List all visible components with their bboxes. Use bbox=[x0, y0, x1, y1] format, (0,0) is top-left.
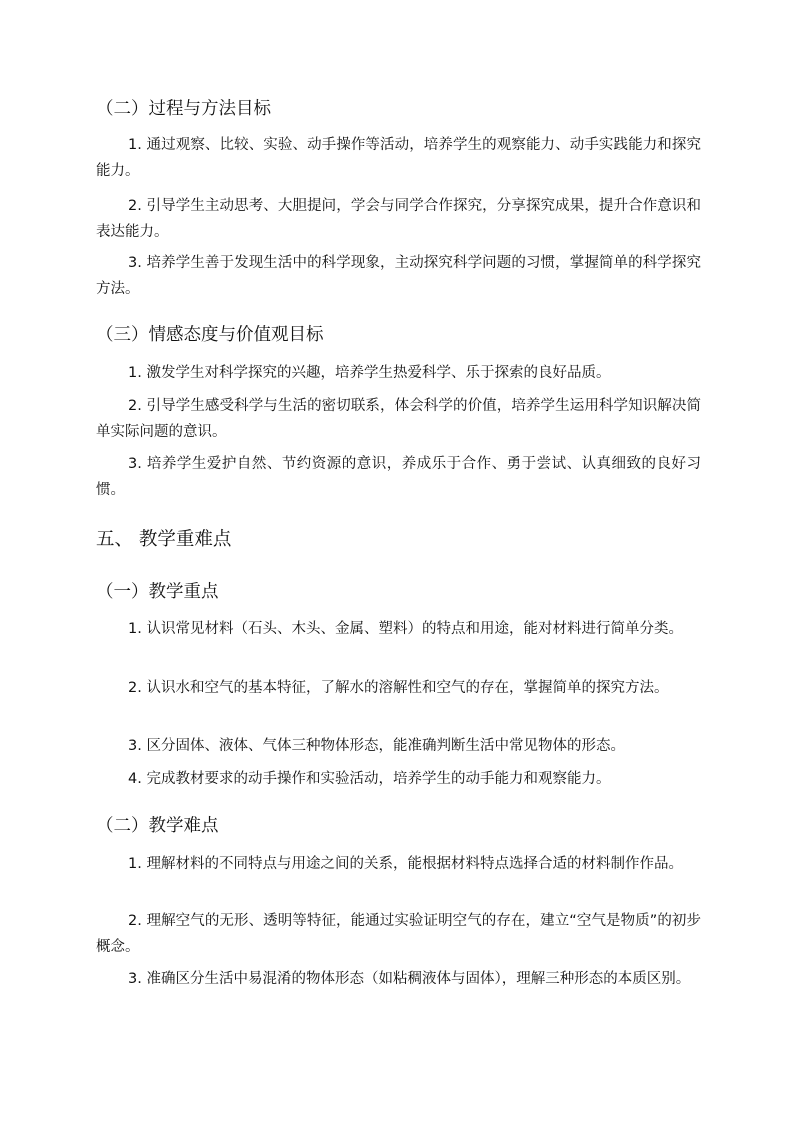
key-point-item-2: 2. 认识水和空气的基本特征，了解水的溶解性和空气的存在，掌握简单的探究方法。 bbox=[128, 680, 669, 696]
key-point-item-1: 1. 认识常见材料（石头、木头、金属、塑料）的特点和用途，能对材料进行简单分类。 bbox=[128, 621, 683, 637]
heading-emotion-goals: （三）情感态度与价值观目标 bbox=[96, 325, 324, 345]
emotion-goal-item-3: 3. 培养学生爱护自然、节约资源的意识，养成乐于合作、勇于尝试、认真细致的良好习惯。 bbox=[96, 456, 701, 498]
emotion-goal-item-2: 2. 引导学生感受科学与生活的密切联系，体会科学的价值，培养学生运用科学知识解决简单实际问题的意识。 bbox=[96, 398, 701, 440]
heading-process-goals: （二）过程与方法目标 bbox=[96, 99, 271, 119]
difficult-point-item-2: 2. 理解空气的无形、透明等特征，能通过实验证明空气的存在，建立“空气是物质”的初步概念。 bbox=[96, 913, 701, 955]
process-goal-item-3: 3. 培养学生善于发现生活中的科学现象，主动探究科学问题的习惯，掌握简单的科学探究方法。 bbox=[96, 255, 701, 297]
difficult-point-item-3: 3. 准确区分生活中易混淆的物体形态（如粘稠液体与固体），理解三种形态的本质区别。 bbox=[128, 971, 691, 987]
emotion-goal-item-1: 1. 激发学生对科学探究的兴趣，培养学生热爱科学、乐于探索的良好品质。 bbox=[128, 365, 611, 381]
heading-key-difficult-points: 五、 教学重难点 bbox=[96, 529, 232, 550]
heading-teaching-difficult-points: （二）教学难点 bbox=[96, 816, 219, 836]
process-goal-item-1: 1. 通过观察、比较、实验、动手操作等活动，培养学生的观察能力、动手实践能力和探究能力。 bbox=[96, 137, 701, 179]
difficult-point-item-1: 1. 理解材料的不同特点与用途之间的关系，能根据材料特点选择合适的材料制作作品。 bbox=[128, 856, 683, 872]
process-goal-item-2: 2. 引导学生主动思考、大胆提问，学会与同学合作探究，分享探究成果，提升合作意识和表达能力。 bbox=[96, 198, 701, 240]
key-point-item-4: 4. 完成教材要求的动手操作和实验活动，培养学生的动手能力和观察能力。 bbox=[128, 771, 611, 787]
heading-teaching-key-points: （一）教学重点 bbox=[96, 582, 219, 602]
key-point-item-3: 3. 区分固体、液体、气体三种物体形态，能准确判断生活中常见物体的形态。 bbox=[128, 738, 625, 754]
